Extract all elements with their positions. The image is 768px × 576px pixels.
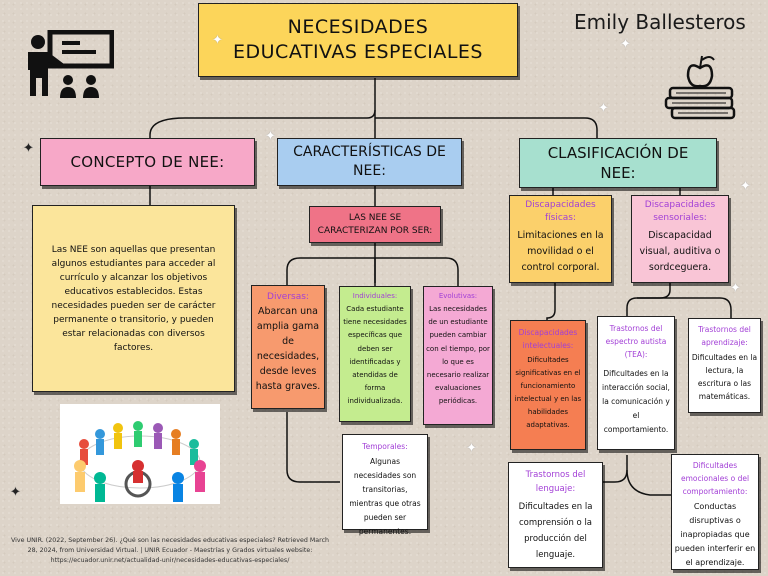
concepto-body	[32, 205, 235, 392]
caracteristicas-sub	[309, 206, 441, 243]
diversas-label: Diversas:	[267, 292, 309, 302]
star-icon: ✦	[740, 178, 751, 193]
clasificacion-header-text: CLASIFICACIÓN DE NEE:	[547, 144, 689, 182]
star-icon: ✦	[23, 140, 34, 155]
temporales-text: Algunas necesidades son transitorias, mientras que otras pueden ser permanentes.	[349, 457, 421, 536]
star-icon: ✦	[212, 32, 223, 47]
temporales-label: Temporales:	[362, 442, 408, 451]
caracteristicas-sub-text: LAS NEE SE CARACTERIZAN POR SER:	[317, 212, 433, 236]
sensoriales-box	[631, 195, 729, 283]
emocionales-label: Dificultades emocionales o del comportamiento:	[680, 461, 750, 496]
main-title: NECESIDADES EDUCATIVAS ESPECIALES	[233, 16, 483, 63]
concepto-header-text: CONCEPTO DE NEE:	[70, 153, 225, 171]
star-icon: ✦	[265, 128, 276, 143]
temporales-box	[342, 434, 428, 536]
author-name: Emily Ballesteros	[574, 10, 746, 34]
intelectuales-label: Discapacidades intelectuales:	[518, 328, 578, 350]
diversas-text: Abarcan una amplia gama de necesidades, desde leves hasta graves.	[255, 306, 321, 392]
aprendizaje-label: Trastornos del aprendizaje:	[698, 325, 751, 347]
concepto-body-text: Las NEE son aquellas que presentan algunos estudiantes para acceder al currículo y alcanzar los objetivos educativos establecidos. Estas necesidades pueden ser de carácter permanente o transitorio, y pueden estar relacionadas con diversos factores.	[51, 244, 216, 353]
fisicas-label: Discapacidades físicas:	[525, 200, 596, 223]
individuales-label: Individuales:	[352, 292, 398, 300]
fisicas-text: Limitaciones en la movilidad o el control corporal.	[517, 230, 604, 273]
caracteristicas-header-text: CARACTERÍSTICAS DE NEE:	[293, 144, 446, 179]
star-icon: ✦	[620, 36, 631, 51]
caracteristicas-header	[277, 138, 462, 186]
tea-label: Trastornos del espectro autista (TEA):	[605, 324, 667, 359]
lenguaje-text: Dificultades en la comprensión o la producción del lenguaje.	[518, 502, 593, 560]
evolutivas-label: Evolutivas:	[438, 292, 478, 300]
aprendizaje-text: Dificultades en la lectura, la escritura o las matemáticas.	[691, 353, 758, 401]
title-box	[198, 3, 518, 77]
star-icon: ✦	[466, 440, 477, 455]
evolutivas-box	[423, 286, 493, 425]
tea-box	[597, 316, 675, 450]
individuales-text: Cada estudiante tiene necesidades específicas que deben ser identificadas y atendidas de forma individualizada.	[343, 305, 407, 406]
children-circle-image	[60, 404, 220, 504]
emocionales-box	[671, 454, 759, 570]
emocionales-text: Conductas disruptivas o inapropiadas que pueden interferir en el aprendizaje.	[674, 502, 756, 567]
fisicas-box	[509, 195, 612, 283]
sensoriales-label: Discapacidades sensoriales:	[644, 200, 716, 223]
star-icon: ✦	[598, 100, 609, 115]
star-icon: ✦	[10, 484, 21, 499]
reference-text: Vive UNIR. (2022, September 26). ¿Qué son las necesidades educativas especiales? Retrieved March 28, 2024, from Universidad Virtual. | UNIR Ecuador - Maestrías y Grados virtuales website: https://ecuador.unir.net/actualidad-unir/necesidades-educativas-especiales/	[10, 537, 330, 564]
aprendizaje-box	[688, 318, 761, 413]
evolutivas-text: Las necesidades de un estudiante pueden cambiar con el tiempo, por lo que es necesario realizar evaluaciones periódicas.	[426, 305, 490, 406]
intelectuales-box	[510, 320, 586, 450]
tea-text: Dificultades en la interacción social, la comunicación y el comportamiento.	[602, 369, 670, 434]
sensoriales-text: Discapacidad visual, auditiva o sordceguera.	[639, 230, 721, 273]
concepto-header	[40, 138, 255, 186]
clasificacion-header	[519, 138, 717, 188]
intelectuales-text: Dificultades significativas en el funcionamiento intelectual y en las habilidades adaptativas.	[514, 356, 582, 429]
diversas-box	[251, 285, 325, 409]
lenguaje-box	[508, 462, 603, 568]
books-apple-icon	[664, 50, 740, 120]
lenguaje-label: Trastornos del lenguaje:	[525, 470, 586, 494]
teacher-board-icon	[24, 30, 114, 102]
individuales-box	[339, 286, 411, 422]
star-icon: ✦	[730, 280, 741, 295]
